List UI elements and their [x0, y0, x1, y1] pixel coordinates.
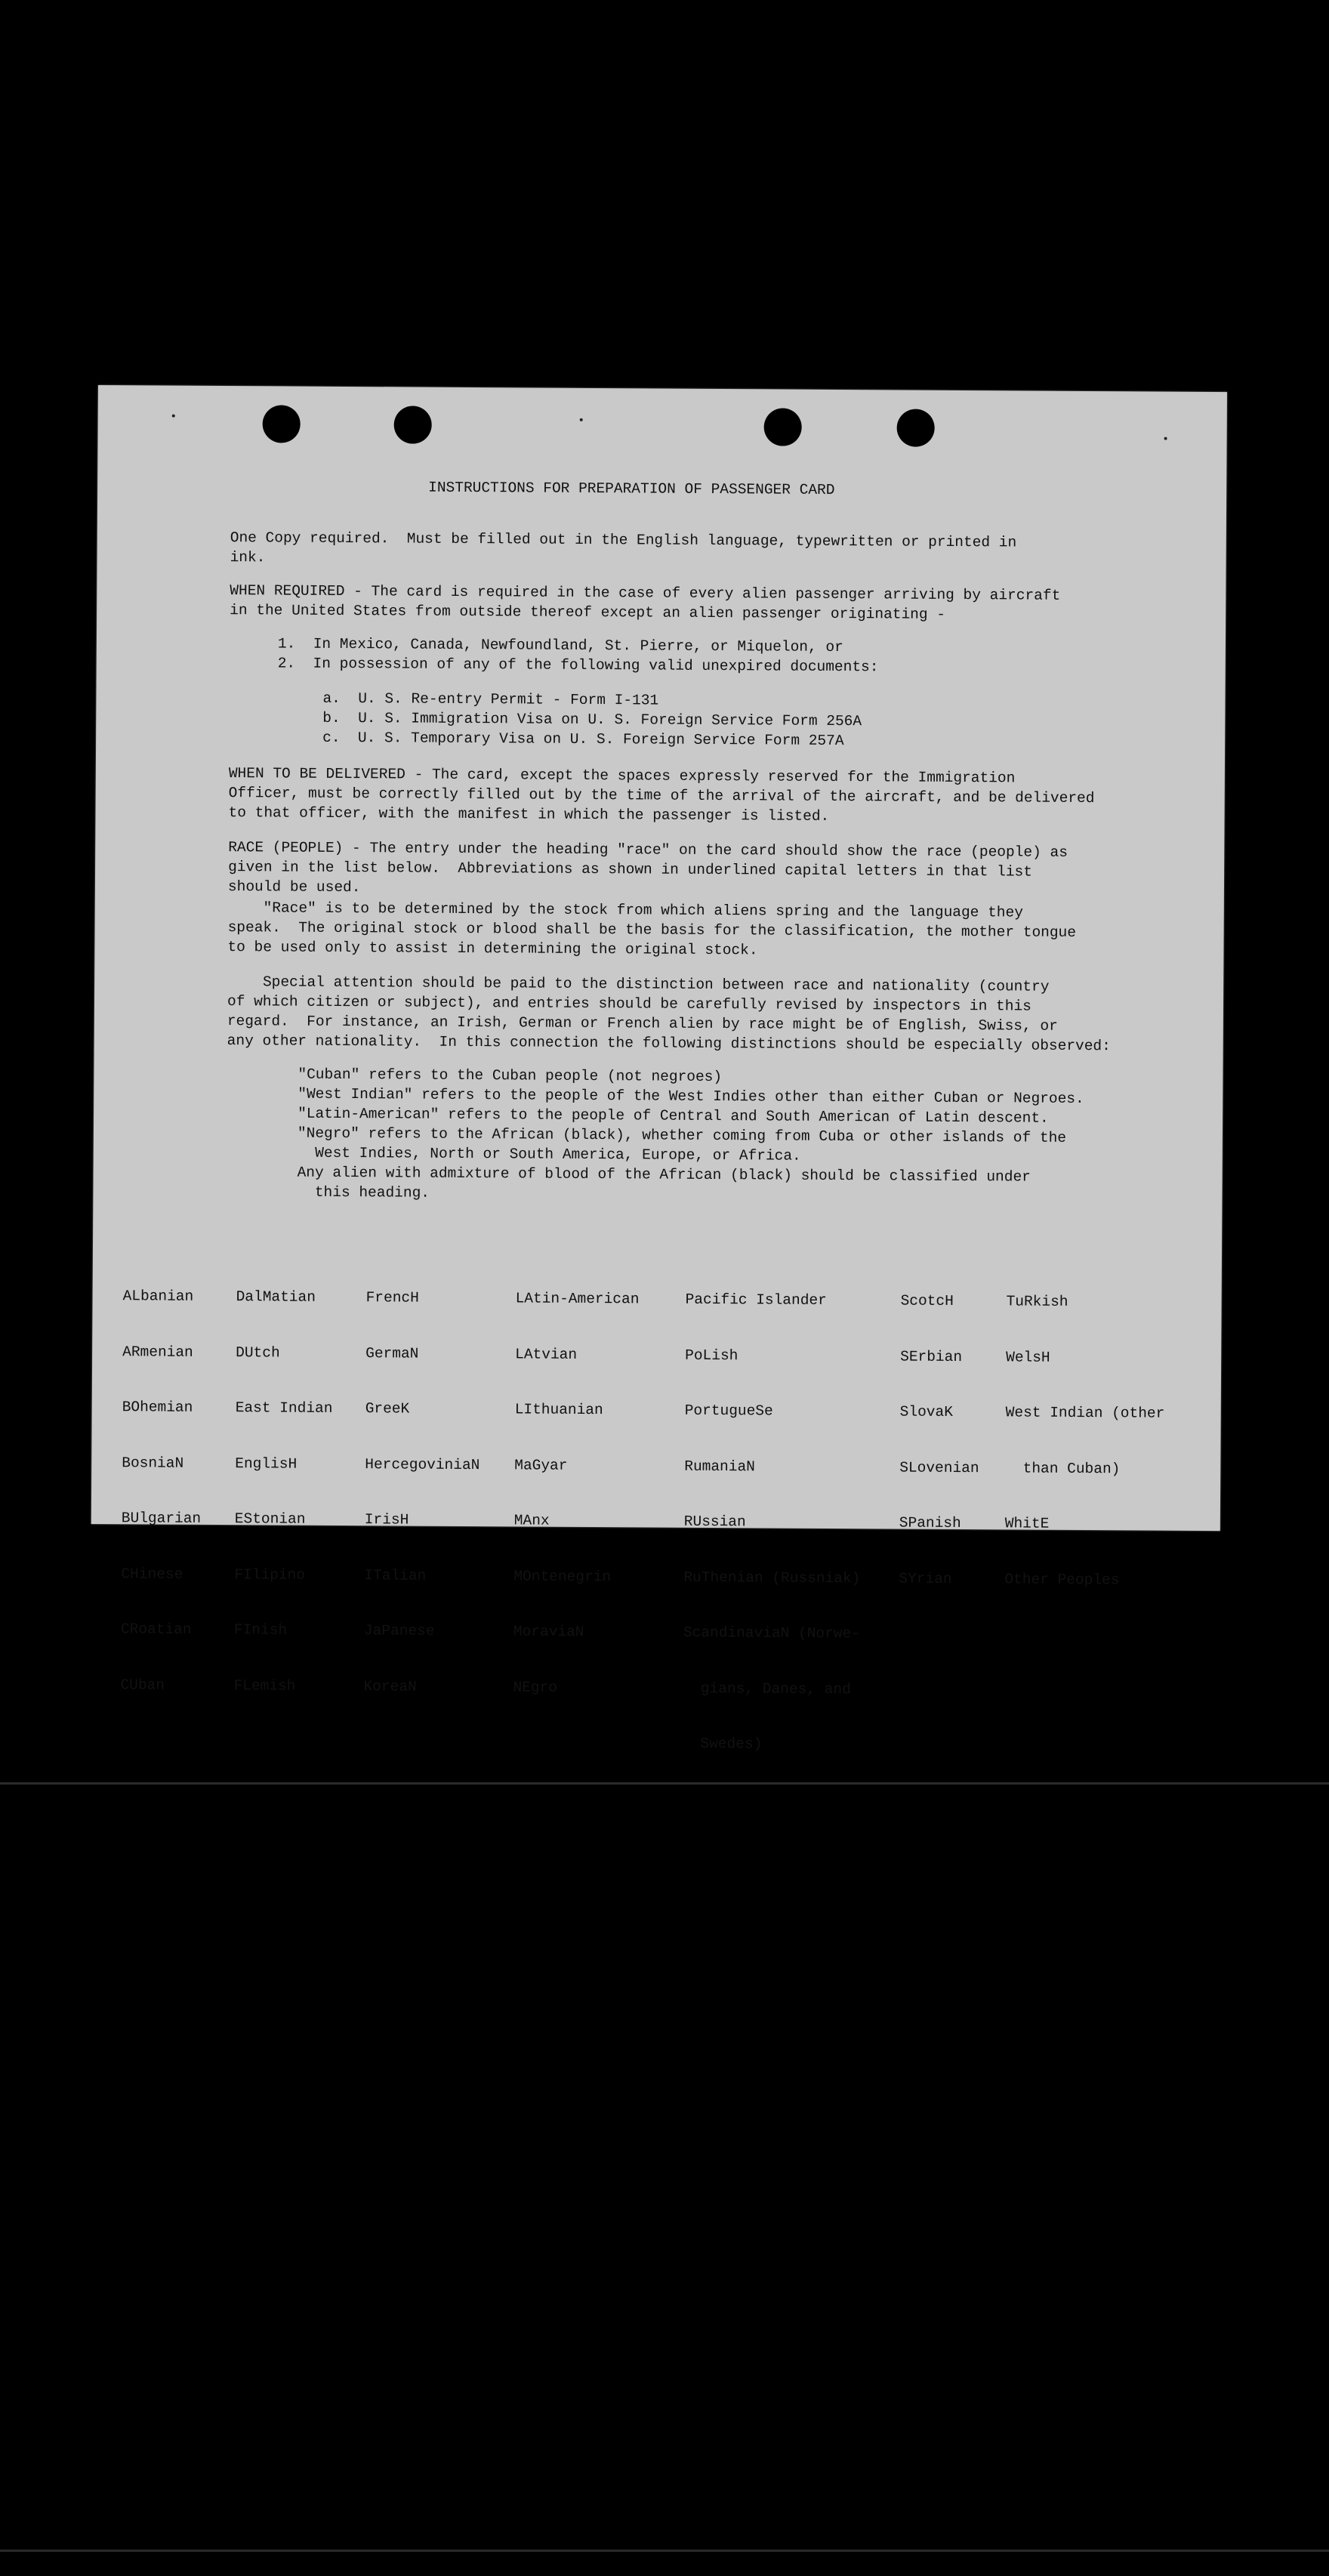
race-entry: SErbian [900, 1348, 963, 1365]
distinctions-list: "Cuban" refers to the Cuban people (not negroes) "West Indian" refers to the people of the West Indies other than either Cuban or Negroes. "Latin-American" refers to the people of Central and South American of Latin descent. "Negro" refers to the African (black), whether coming from Cuba or other islands of the West Indies, North or South America, Europe, or Africa. Any alien with admixture of blood of the African (black) should be classified under this heading. [297, 1066, 1084, 1202]
race-entry: MaGyar [514, 1456, 568, 1474]
race-entry: Other Peoples [1004, 1570, 1120, 1588]
punch-hole [263, 405, 301, 443]
race-entry: IrisH [364, 1511, 409, 1529]
when-required-paragraph: WHEN REQUIRED - The card is required in the case of every alien passenger arriving by aircraft in the United States from outside thereof except an alien passenger originating - [230, 582, 1061, 623]
race-entry: CHinese [121, 1565, 183, 1583]
race-entry: ScandinaviaN (Norwe- [683, 1624, 861, 1643]
race-entry: TuRkish [1006, 1293, 1068, 1310]
punch-hole [764, 408, 802, 446]
race-entry: FInish [233, 1621, 288, 1639]
race-entry: RumaniaN [684, 1458, 755, 1475]
race-entry: RuThenian (Russniak) [683, 1569, 861, 1587]
intro-paragraph: One Copy required. Must be filled out in the English language, typewritten or printed in ink. [230, 529, 1017, 566]
race-entry: LAtvian [515, 1345, 578, 1363]
punch-hole [897, 409, 935, 446]
race-column-1 [120, 1250, 202, 1732]
speck [1164, 437, 1167, 440]
race-entry: BOhemian [122, 1399, 193, 1416]
race-entry: JaPanese [363, 1622, 435, 1640]
race-column-4 [513, 1252, 640, 1734]
race-entry: West Indian (other [1005, 1404, 1165, 1422]
race-entry: DUtch [236, 1344, 280, 1361]
race-entry: BUlgarian [121, 1510, 202, 1527]
race-entry: Pacific Islander [685, 1291, 827, 1309]
race-entry: ARmenian [122, 1343, 193, 1361]
race-entry: DalMatian [236, 1288, 316, 1306]
race-entry: East Indian [235, 1399, 333, 1417]
scan-divider [0, 1782, 1329, 1785]
race-entry: WelsH [1006, 1348, 1050, 1366]
race-determined-paragraph: "Race" is to be determined by the stock from which aliens spring and the language they speak. The original stock or blood shall be the basis for the classification, the mother tongue to be used only to assist in determining the original stock. [227, 899, 1077, 959]
race-entry: MOntenegrin [513, 1567, 612, 1585]
scan-divider [0, 2550, 1329, 2552]
document-page [91, 385, 1227, 1753]
race-column-3 [363, 1251, 481, 1733]
race-entry: SlovaK [899, 1403, 953, 1421]
race-column-7 [1004, 1255, 1166, 1626]
race-entry: FrencH [365, 1289, 419, 1307]
race-entry: SYrian [899, 1570, 952, 1587]
race-entry: ALbanian [122, 1288, 194, 1305]
race-entry: ScotcH [900, 1292, 954, 1310]
race-entry: MAnx [513, 1512, 550, 1529]
race-entry: CUban [120, 1676, 165, 1694]
race-entry: than Cuban) [1005, 1459, 1121, 1477]
race-entry: gians, Danes, and [683, 1680, 851, 1698]
race-entry: LIthuanian [514, 1401, 603, 1419]
race-entry: PortugueSe [684, 1402, 773, 1420]
race-entry: LAtin-American [515, 1290, 640, 1308]
race-entry: HercegoviniaN [365, 1455, 480, 1473]
documents-list: a. U. S. Re-entry Permit - Form I-131 b. U. S. Immigration Visa on U. S. Foreign Service Form 256A c. U. S. Temporary Visa on U. S. Foreign Service Form 257A [322, 690, 862, 750]
race-entry: KoreaN [363, 1677, 417, 1695]
race-entry: SPanish [899, 1514, 961, 1532]
race-entry: Swedes) [682, 1735, 763, 1753]
race-entry: MoraviaN [513, 1623, 584, 1640]
punch-hole [394, 406, 432, 443]
race-entry: GermaN [365, 1344, 419, 1362]
race-entry: GreeK [365, 1400, 410, 1418]
race-entry: RUssian [683, 1513, 746, 1531]
speck [580, 418, 583, 421]
race-entry: CRoatian [120, 1621, 192, 1638]
race-entry: FIlipino [234, 1566, 306, 1584]
race-column-6 [899, 1255, 980, 1626]
race-entry: PoLish [685, 1347, 739, 1364]
race-entry: FLemish [233, 1677, 296, 1695]
race-entry: ITalian [364, 1566, 427, 1584]
race-entry: EStonian [234, 1510, 306, 1528]
page-title: INSTRUCTIONS FOR PREPARATION OF PASSENGER CARD [428, 479, 835, 498]
race-entry: WhitE [1004, 1515, 1050, 1532]
race-entry: NEgro [513, 1678, 558, 1696]
race-column-2 [233, 1251, 334, 1732]
race-entry: EnglisH [235, 1455, 298, 1473]
race-paragraph: RACE (PEOPLE) - The entry under the heading "race" on the card should show the race (people) as given in the list below. Abbreviations as shown in underlined capital letters in that list should be used. [227, 839, 1068, 896]
special-attention-paragraph: Special attention should be paid to the distinction between race and nationality (country of which citizen or subject), and entries should be carefully revised by inspectors in this regard. For instance, an Irish, German or French alien by race might be of English, Swiss, or any other nationality. In this connection the following distinctions should be especially observed: [227, 973, 1111, 1055]
speck [172, 415, 175, 418]
race-column-5 [683, 1254, 862, 1791]
race-entry: BosniaN [122, 1454, 184, 1472]
when-delivered-paragraph: WHEN TO BE DELIVERED - The card, except the spaces expressly reserved for the Immigration Officer, must be correctly filled out by the time of the arrival of the aircraft, and be delivered to that officer, with the manifest in which the passenger is listed. [228, 765, 1095, 825]
race-entry: SLovenian [899, 1459, 979, 1476]
conditions-list: 1. In Mexico, Canada, Newfoundland, St. Pierre, or Miquelon, or 2. In possession of any of the following valid unexpired documents: [277, 635, 879, 676]
